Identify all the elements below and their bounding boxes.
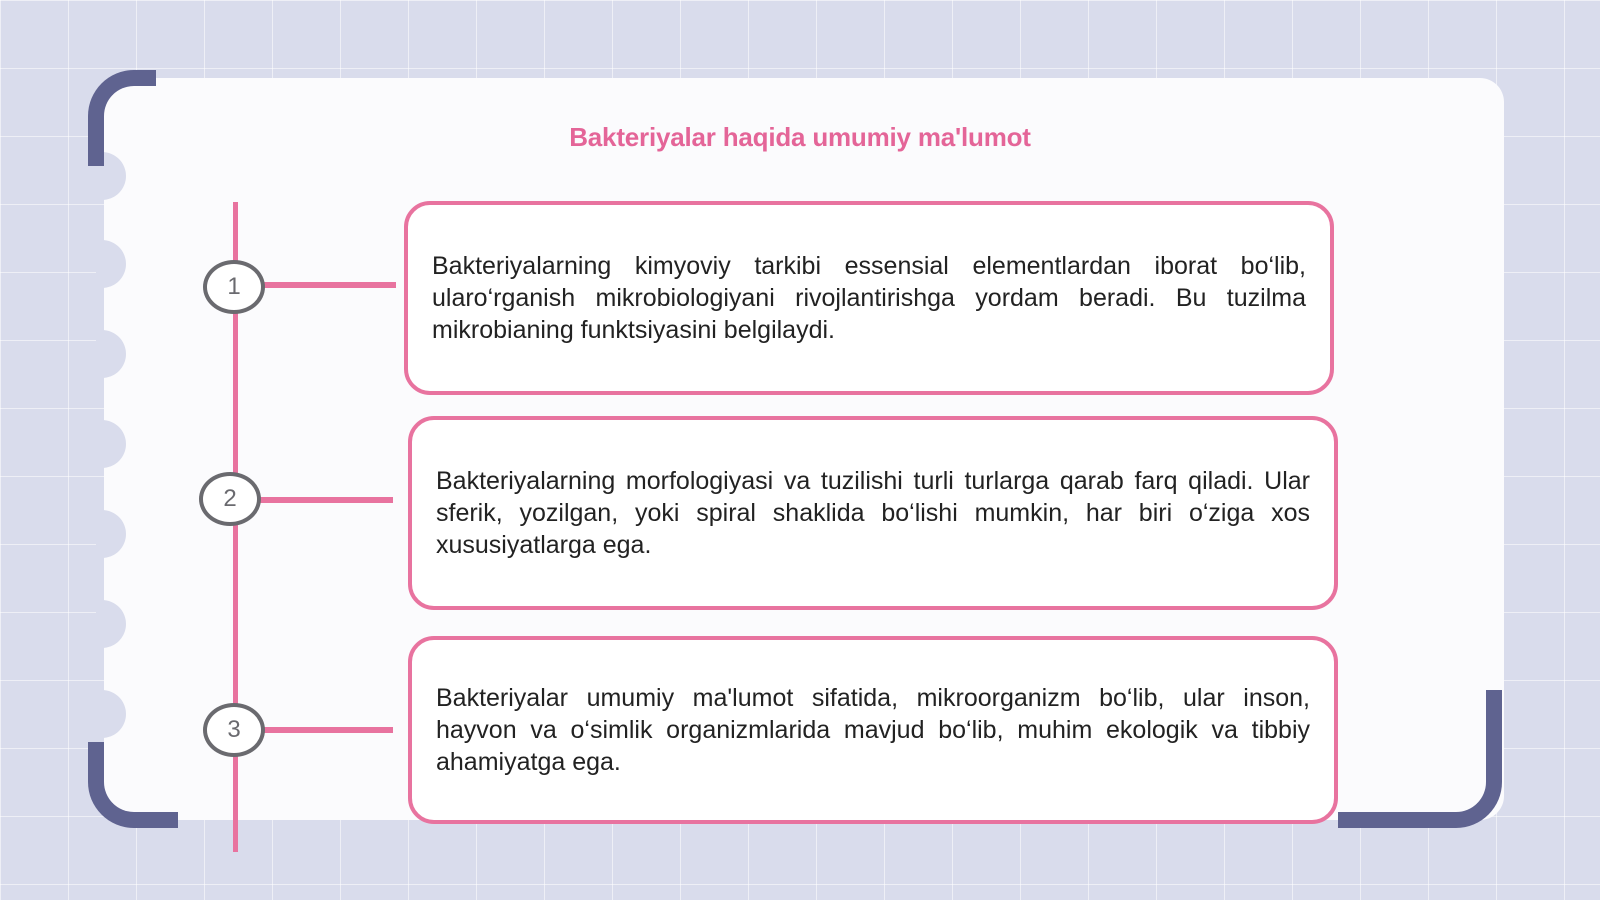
corner-bracket-bottom-left bbox=[88, 742, 178, 828]
info-card-3-text: Bakteriyalar umumiy ma'lumot sifatida, mikroorganizm bo‘lib, ular inson, hayvon va o‘simlik organizmlarida mavjud bo‘lib, muhim ekologik va tibbiy ahamiyatga ega. bbox=[436, 684, 1310, 776]
timeline-connector-2 bbox=[258, 497, 393, 503]
timeline-step-1-marker: 1 bbox=[203, 260, 265, 314]
info-card-3 bbox=[408, 636, 1338, 824]
info-card-2-text: Bakteriyalarning morfologiyasi va tuzilishi turli turlarga qarab farq qiladi. Ular sferik, yozilgan, yoki spiral shaklida bo‘lishi mumkin, har biri o‘ziga xos xususiyatlarga ega. bbox=[436, 467, 1310, 559]
timeline-connector-1 bbox=[262, 282, 396, 288]
corner-bracket-top-left bbox=[88, 70, 156, 166]
timeline-connector-3 bbox=[262, 727, 393, 733]
corner-bracket-bottom-right bbox=[1338, 690, 1502, 828]
info-card-1-text: Bakteriyalarning kimyoviy tarkibi essensial elementlardan iborat bo‘lib, ularo‘rganish mikrobiologiyani rivojlantirishga yordam beradi. Bu tuzilma mikrobianing funktsiyasini belgilaydi. bbox=[432, 252, 1306, 344]
info-card-1 bbox=[404, 201, 1334, 395]
info-card-2 bbox=[408, 416, 1338, 610]
timeline-step-2-marker: 2 bbox=[199, 472, 261, 526]
slide-title: Bakteriyalar haqida umumiy ma'lumot bbox=[569, 122, 1031, 152]
timeline-step-3-marker: 3 bbox=[203, 703, 265, 757]
